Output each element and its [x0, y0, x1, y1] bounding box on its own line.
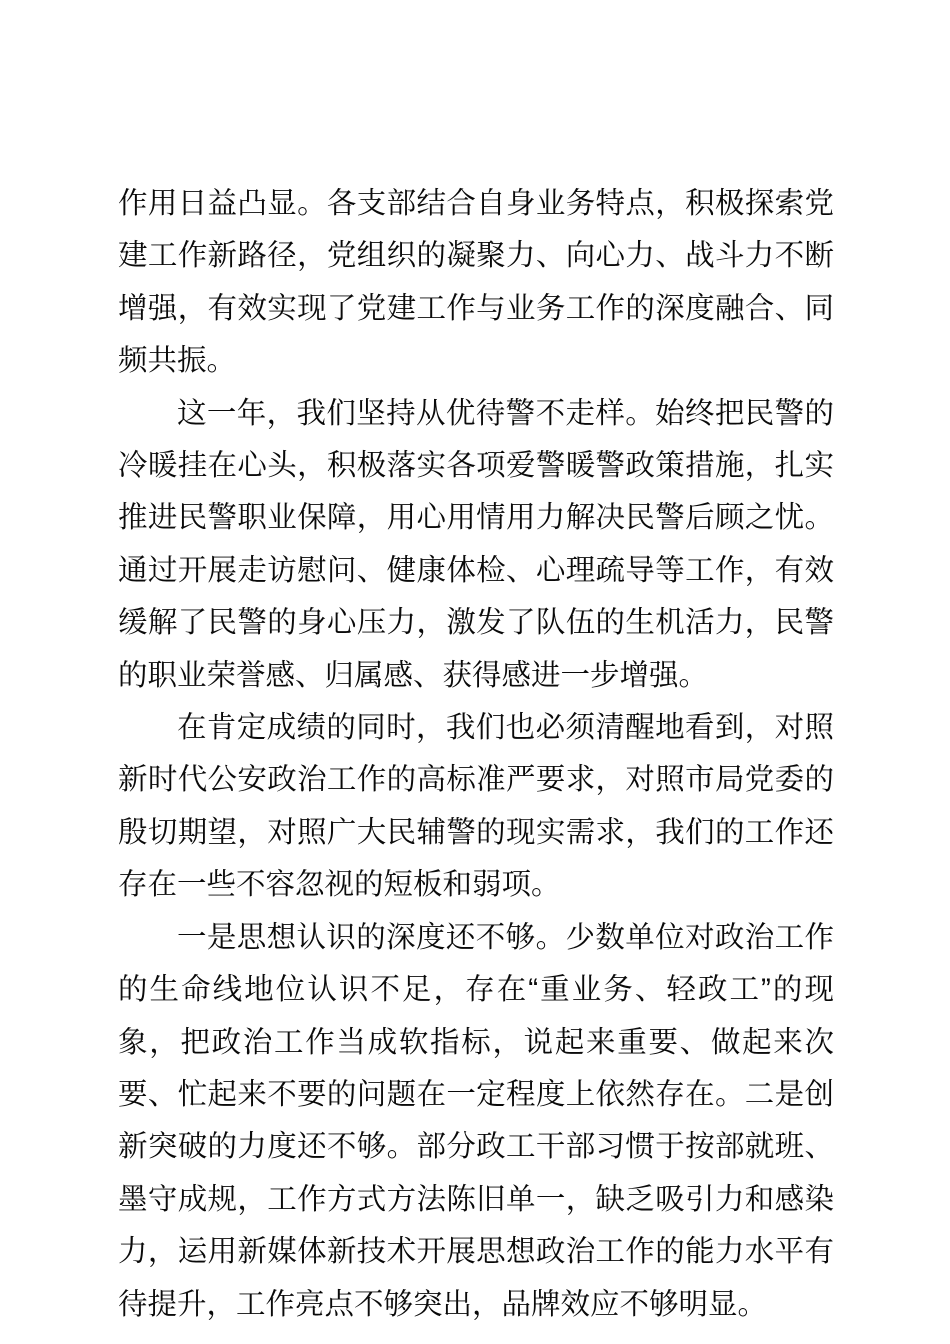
paragraph-youdaijing: 这一年，我们坚持从优待警不走样。始终把民警的冷暖挂在心头，积极落实各项爱警暖警政策措施，扎实推进民警职业保障，用心用情用力解决民警后顾之忧。通过开展走访慰问、健康体检、心理疏导等工作，有效缓解了民警的身心压力，激发了队伍的生机活力，民警的职业荣誉感、归属感、获得感进一步增强。	[118, 396, 834, 692]
paragraph-continuation: 作用日益凸显。各支部结合自身业务特点，积极探索党建工作新路径，党组织的凝聚力、向心力、战斗力不断增强，有效实现了党建工作与业务工作的深度融合、同频共振。	[118, 187, 834, 378]
paragraph-problems-detail: 一是思想认识的深度还不够。少数单位对政治工作的生命线地位认识不足，存在“重业务、轻政工”的现象，把政治工作当成软指标，说起来重要、做起来次要、忙起来不要的问题在一定程度上依然存在。二是创新突破的力度还不够。部分政工干部习惯于按部就班、墨守成规，工作方式方法陈旧单一，缺乏吸引力和感染力，运用新媒体新技术开展思想政治工作的能力水平有待提升，工作亮点不够突出，品牌效应不够明显。	[118, 920, 834, 1321]
paragraph-problems-intro: 在肯定成绩的同时，我们也必须清醒地看到，对照新时代公安政治工作的高标准严要求，对照市局党委的殷切期望，对照广大民辅警的现实需求，我们的工作还存在一些不容忽视的短板和弱项。	[118, 711, 834, 902]
document-text-body	[118, 178, 834, 1331]
